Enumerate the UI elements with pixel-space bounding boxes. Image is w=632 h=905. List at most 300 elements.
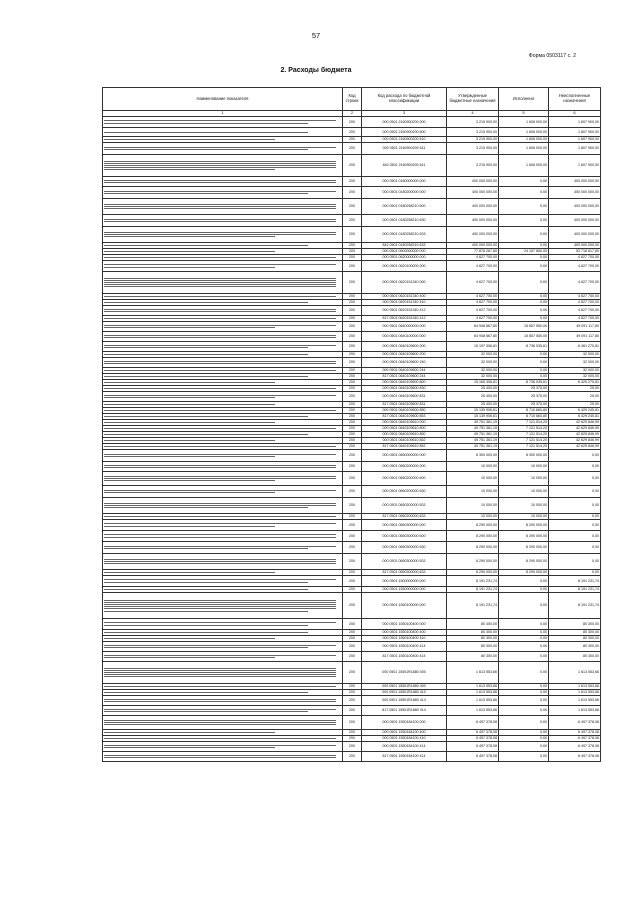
remaining-cell: 400 000 000,00 <box>549 215 601 227</box>
executed-cell: 10 000,00 <box>499 514 549 520</box>
classification-cell: 000 0501 1550184100 414 <box>362 742 447 752</box>
remaining-cell: 6 461 270,81 <box>549 342 601 352</box>
approved-cell: 15 139 906,61 <box>447 414 499 420</box>
executed-cell: 8 290 000,00 <box>499 554 549 570</box>
row-code-cell: 200 <box>343 716 362 730</box>
classification-cell: 000 0501 1550184100 400 <box>362 730 447 736</box>
text-line-placeholder <box>104 572 275 573</box>
text-line-placeholder <box>104 670 336 671</box>
table-row <box>103 652 601 662</box>
remaining-cell: 8 191 231,74 <box>549 587 601 593</box>
classification-cell: 000 0501 0640109600 850 <box>362 408 447 414</box>
classification-cell: 000 0501 0650300000 000 <box>362 520 447 531</box>
text-line-placeholder <box>104 668 336 669</box>
text-line-placeholder <box>104 546 336 547</box>
row-code-cell: 200 <box>343 438 362 444</box>
classification-cell: 000 0501 1500000000 000 <box>362 576 447 587</box>
approved-cell: 10 000,00 <box>447 486 499 498</box>
classification-cell: 000 0501 0650300000 633 <box>362 554 447 570</box>
remaining-cell: 80 300,00 <box>549 636 601 642</box>
text-line-placeholder <box>104 296 336 297</box>
row-name-cell <box>103 261 343 272</box>
column-number: 1 <box>103 111 343 117</box>
remaining-cell: 400 000 000,00 <box>549 199 601 215</box>
approved-cell: 4 627 700,00 <box>447 306 499 316</box>
executed-cell: 25 375,00 <box>499 392 549 402</box>
row-name-cell <box>103 576 343 587</box>
table-row <box>103 662 601 684</box>
text-line-placeholder <box>104 440 275 441</box>
table-row <box>103 752 601 762</box>
text-line-placeholder <box>104 204 336 205</box>
approved-cell: 6 497 378,08 <box>447 716 499 730</box>
classification-cell: 000 0501 0640109610 850 <box>362 432 447 438</box>
remaining-cell: 80 300,00 <box>549 619 601 630</box>
classification-cell: 000 0501 0620151340 412 <box>362 306 447 316</box>
approved-cell: 6 497 378,08 <box>447 752 499 762</box>
column-number: 2 <box>343 111 362 117</box>
text-line-placeholder <box>104 732 275 733</box>
approved-cell: 49 751 361,19 <box>447 420 499 426</box>
remaining-cell: 1 607 900,00 <box>549 137 601 143</box>
row-name-cell <box>103 187 343 199</box>
classification-cell: 000 0501 1550184100 410 <box>362 736 447 742</box>
classification-cell: 000 0501 0640109610 000 <box>362 420 447 426</box>
text-line-placeholder <box>104 537 336 538</box>
classification-cell: 000 0501 15501R1880 410 <box>362 690 447 696</box>
text-line-placeholder <box>104 278 336 279</box>
form-code: Форма 0503117 с. 2 <box>528 53 576 59</box>
classification-cell: 000 0501 1550100000 000 <box>362 593 447 619</box>
row-name-cell <box>103 342 343 352</box>
row-code-cell: 200 <box>343 249 362 255</box>
classification-cell: 000 0501 0640109600 831 <box>362 392 447 402</box>
executed-cell: 0,00 <box>499 199 549 215</box>
row-code-cell: 200 <box>343 652 362 662</box>
classification-cell: 817 0501 0650200000 633 <box>362 514 447 520</box>
row-code-cell: 200 <box>343 137 362 143</box>
classification-cell: 000 0501 0180200000 000 <box>362 187 447 199</box>
remaining-cell: 1 607 900,00 <box>549 143 601 155</box>
remaining-cell: 0,00 <box>549 514 601 520</box>
approved-cell: 8 191 231,74 <box>447 593 499 619</box>
text-line-placeholder <box>104 534 336 535</box>
remaining-cell: 8 191 231,74 <box>549 593 601 619</box>
column-header-row-code: Код строки <box>343 88 362 111</box>
text-line-placeholder <box>104 167 336 168</box>
table-row <box>103 143 601 155</box>
page-number: 57 <box>311 31 321 40</box>
row-name-cell <box>103 272 343 294</box>
approved-cell: 32 000,00 <box>447 368 499 374</box>
row-code-cell: 200 <box>343 462 362 472</box>
approved-cell: 10 000,00 <box>447 514 499 520</box>
row-code-cell: 200 <box>343 420 362 426</box>
text-line-placeholder <box>104 647 308 648</box>
approved-cell: 10 000,00 <box>447 472 499 486</box>
executed-cell: 0,00 <box>499 684 549 690</box>
text-line-placeholder <box>104 236 275 237</box>
executed-cell: 0,00 <box>499 662 549 684</box>
row-code-cell: 200 <box>343 432 362 438</box>
row-name-cell <box>103 531 343 542</box>
text-line-placeholder <box>104 548 308 549</box>
executed-cell: 7 121 514,20 <box>499 432 549 438</box>
text-line-placeholder <box>104 382 275 383</box>
row-name-cell <box>103 322 343 332</box>
text-line-placeholder <box>104 206 336 207</box>
remaining-cell: 0,00 <box>549 498 601 514</box>
row-code-cell: 200 <box>343 408 362 414</box>
row-code-cell: 200 <box>343 187 362 199</box>
approved-cell: 4 627 700,00 <box>447 272 499 294</box>
text-line-placeholder <box>104 180 336 181</box>
table-row <box>103 261 601 272</box>
approved-cell: 15 139 906,61 <box>447 408 499 414</box>
table-row <box>103 392 601 402</box>
text-line-placeholder <box>104 600 336 601</box>
classification-cell: 817 0501 0640109600 853 <box>362 414 447 420</box>
classification-cell: 000 0501 1550100400 414 <box>362 642 447 652</box>
text-line-placeholder <box>104 286 336 287</box>
text-line-placeholder <box>104 507 308 508</box>
text-line-placeholder <box>104 465 336 466</box>
text-line-placeholder <box>104 604 336 605</box>
remaining-cell: 1 613 553,66 <box>549 684 601 690</box>
text-line-placeholder <box>104 234 336 235</box>
row-name-cell <box>103 215 343 227</box>
classification-cell: 000 0501 2160900200 600 <box>362 128 447 137</box>
executed-cell: 0,00 <box>499 227 549 243</box>
executed-cell: 0,00 <box>499 255 549 261</box>
row-code-cell: 200 <box>343 531 362 542</box>
table-row <box>103 531 601 542</box>
table-row <box>103 696 601 706</box>
approved-cell: 80 300,00 <box>447 636 499 642</box>
approved-cell: 8 300 000,00 <box>447 450 499 462</box>
text-line-placeholder <box>104 492 275 493</box>
row-code-cell: 200 <box>343 730 362 736</box>
row-code-cell: 200 <box>343 636 362 642</box>
remaining-cell: 49 091 117,80 <box>549 332 601 342</box>
table-row <box>103 227 601 243</box>
row-code-cell: 200 <box>343 630 362 636</box>
remaining-cell: 8 191 231,74 <box>549 576 601 587</box>
executed-cell: 0,00 <box>499 272 549 294</box>
text-line-placeholder <box>104 397 275 398</box>
executed-cell: 0,00 <box>499 696 549 706</box>
classification-cell: 000 0501 0640109600 800 <box>362 380 447 386</box>
remaining-cell: 1 613 553,66 <box>549 706 601 716</box>
row-name-cell <box>103 462 343 472</box>
approved-cell: 49 751 361,19 <box>447 426 499 432</box>
table-row <box>103 472 601 486</box>
text-line-placeholder <box>104 169 275 170</box>
text-line-placeholder <box>104 232 336 233</box>
executed-cell: 0,00 <box>499 177 549 187</box>
text-line-placeholder <box>104 149 308 150</box>
text-line-placeholder <box>104 434 308 435</box>
text-line-placeholder <box>104 561 336 562</box>
text-line-placeholder <box>104 632 308 633</box>
classification-cell: 000 0501 1550184100 000 <box>362 716 447 730</box>
row-code-cell: 200 <box>343 215 362 227</box>
remaining-cell: 1 613 553,66 <box>549 696 601 706</box>
classification-cell: 000 0501 0650200000 633 <box>362 498 447 514</box>
row-code-cell: 200 <box>343 736 362 742</box>
text-line-placeholder <box>104 622 336 623</box>
remaining-cell: 1 613 553,66 <box>549 690 601 696</box>
text-line-placeholder <box>104 674 336 675</box>
approved-cell: 32 000,00 <box>447 352 499 358</box>
approved-cell: 1 613 553,66 <box>447 706 499 716</box>
executed-cell: 8 710 660,80 <box>499 408 549 414</box>
text-line-placeholder <box>104 363 336 364</box>
text-line-placeholder <box>104 516 336 517</box>
row-name-cell <box>103 155 343 177</box>
executed-cell: 0,00 <box>499 187 549 199</box>
remaining-cell: 1 607 900,00 <box>549 117 601 128</box>
remaining-cell: 25,00 <box>549 386 601 392</box>
remaining-cell: 4 627 700,00 <box>549 272 601 294</box>
executed-cell: 0,00 <box>499 736 549 742</box>
row-code-cell: 200 <box>343 380 362 386</box>
executed-cell: 0,00 <box>499 261 549 272</box>
classification-cell: 000 0501 0640109600 830 <box>362 386 447 392</box>
executed-cell: 0,00 <box>499 215 549 227</box>
executed-cell: 0,00 <box>499 752 549 762</box>
text-line-placeholder <box>104 638 275 639</box>
remaining-cell: 6 429 270,81 <box>549 380 601 386</box>
remaining-cell: 6 429 245,81 <box>549 408 601 414</box>
classification-cell: 817 0501 0640109600 831 <box>362 402 447 408</box>
column-number: 6 <box>549 111 601 117</box>
approved-cell: 32 000,00 <box>447 374 499 380</box>
approved-cell: 80 300,00 <box>447 630 499 636</box>
row-name-cell <box>103 358 343 368</box>
row-code-cell: 200 <box>343 414 362 420</box>
table-body <box>103 117 601 762</box>
row-code-cell: 200 <box>343 690 362 696</box>
approved-cell: 400 000 000,00 <box>447 215 499 227</box>
text-line-placeholder <box>104 589 308 590</box>
approved-cell: 4 627 700,00 <box>447 261 499 272</box>
approved-cell: 3 215 900,00 <box>447 137 499 143</box>
text-line-placeholder <box>104 503 336 504</box>
text-line-placeholder <box>104 337 336 338</box>
text-line-placeholder <box>104 672 336 673</box>
remaining-cell: 400 000 000,00 <box>549 177 601 187</box>
row-name-cell <box>103 486 343 498</box>
executed-cell: 0,00 <box>499 368 549 374</box>
text-line-placeholder <box>104 208 336 209</box>
approved-cell: 3 215 900,00 <box>447 117 499 128</box>
remaining-cell: 6 497 378,08 <box>549 716 601 730</box>
executed-cell: 8 736 035,61 <box>499 342 549 352</box>
text-line-placeholder <box>104 738 336 739</box>
remaining-cell: 42 629 846,99 <box>549 438 601 444</box>
row-code-cell: 200 <box>343 177 362 187</box>
row-name-cell <box>103 117 343 128</box>
approved-cell: 1 613 553,66 <box>447 662 499 684</box>
executed-cell: 1 608 000,00 <box>499 128 549 137</box>
table-row <box>103 576 601 587</box>
table-row <box>103 332 601 342</box>
text-line-placeholder <box>104 722 336 723</box>
text-line-placeholder <box>104 747 275 748</box>
row-code-cell: 200 <box>343 426 362 432</box>
text-line-placeholder <box>104 257 336 258</box>
row-code-cell: 200 <box>343 392 362 402</box>
row-code-cell: 200 <box>343 742 362 752</box>
executed-cell: 7 121 514,20 <box>499 420 549 426</box>
approved-cell: 3 215 900,00 <box>447 128 499 137</box>
approved-cell: 4 627 700,00 <box>447 300 499 306</box>
text-line-placeholder <box>104 657 275 658</box>
classification-cell: 000 0501 0640109600 000 <box>362 342 447 352</box>
remaining-cell: 6 497 378,08 <box>549 742 601 752</box>
remaining-cell: 0,00 <box>549 450 601 462</box>
approved-cell: 8 290 000,00 <box>447 531 499 542</box>
classification-cell: 000 0501 0650200000 000 <box>362 462 447 472</box>
executed-cell: 0,00 <box>499 294 549 300</box>
remaining-cell: 1 607 900,00 <box>549 155 601 177</box>
classification-cell: 000 0501 0620100000 000 <box>362 261 447 272</box>
section-title: 2. Расходы бюджета <box>280 67 352 74</box>
approved-cell: 8 290 000,00 <box>447 520 499 531</box>
executed-cell: 7 121 514,20 <box>499 444 549 450</box>
executed-cell: 0,00 <box>499 619 549 630</box>
classification-cell: 000 0501 0640109610 800 <box>362 426 447 432</box>
text-line-placeholder <box>104 347 308 348</box>
text-line-placeholder <box>104 327 275 328</box>
executed-cell: 1 608 000,00 <box>499 155 549 177</box>
text-line-placeholder <box>104 302 308 303</box>
remaining-cell: 80 300,00 <box>549 652 601 662</box>
row-code-cell: 200 <box>343 450 362 462</box>
row-name-cell <box>103 662 343 684</box>
executed-cell: 25 375,00 <box>499 402 549 408</box>
text-line-placeholder <box>104 711 308 712</box>
table-row <box>103 177 601 187</box>
row-code-cell: 200 <box>343 706 362 716</box>
executed-cell: 8 290 000,00 <box>499 542 549 554</box>
text-line-placeholder <box>104 388 336 389</box>
executed-cell: 0,00 <box>499 243 549 249</box>
text-line-placeholder <box>104 147 336 148</box>
remaining-cell: 4 627 700,00 <box>549 294 601 300</box>
remaining-cell: 42 629 846,99 <box>549 432 601 438</box>
table-row <box>103 554 601 570</box>
text-line-placeholder <box>104 280 336 281</box>
text-line-placeholder <box>104 404 275 405</box>
row-code-cell: 200 <box>343 570 362 576</box>
row-code-cell: 200 <box>343 593 362 619</box>
classification-cell: 000 0501 15501R1880 000 <box>362 662 447 684</box>
classification-cell: 000 0501 0180258210 630 <box>362 215 447 227</box>
text-line-placeholder <box>104 193 308 194</box>
row-code-cell: 200 <box>343 752 362 762</box>
executed-cell: 0,00 <box>499 358 549 368</box>
approved-cell: 64 948 667,80 <box>447 332 499 342</box>
approved-cell: 1 613 553,66 <box>447 690 499 696</box>
classification-cell: 000 0501 0650000000 000 <box>362 450 447 462</box>
approved-cell: 15 165 306,81 <box>447 380 499 386</box>
remaining-cell: 25,00 <box>549 402 601 408</box>
approved-cell: 15 197 306,81 <box>447 342 499 352</box>
remaining-cell: 400 000 000,00 <box>549 227 601 243</box>
executed-cell: 0,00 <box>499 352 549 358</box>
approved-cell: 8 191 231,74 <box>447 576 499 587</box>
row-code-cell: 200 <box>343 255 362 261</box>
text-line-placeholder <box>104 309 336 310</box>
text-line-placeholder <box>104 120 336 121</box>
text-line-placeholder <box>104 376 308 377</box>
executed-cell: 0,00 <box>499 642 549 652</box>
remaining-cell: 32 000,00 <box>549 374 601 380</box>
text-line-placeholder <box>104 582 308 583</box>
classification-cell: 817 0501 15501R1880 414 <box>362 706 447 716</box>
table-row <box>103 306 601 316</box>
classification-cell: 000 0501 15501R1880 400 <box>362 684 447 690</box>
classification-cell: 817 0501 0650300000 633 <box>362 570 447 576</box>
text-line-placeholder <box>104 325 336 326</box>
row-name-cell <box>103 542 343 554</box>
remaining-cell: 42 629 846,99 <box>549 420 601 426</box>
row-name-cell <box>103 199 343 215</box>
column-header-remaining: Неисполненные назначения <box>549 88 601 111</box>
row-code-cell: 200 <box>343 486 362 498</box>
approved-cell: 80 300,00 <box>447 642 499 652</box>
remaining-cell: 400 000 000,00 <box>549 187 601 199</box>
row-code-cell: 200 <box>343 587 362 593</box>
executed-cell: 1 608 000,00 <box>499 117 549 128</box>
row-code-cell: 200 <box>343 642 362 652</box>
text-line-placeholder <box>104 467 336 468</box>
text-line-placeholder <box>104 478 336 479</box>
approved-cell: 8 290 000,00 <box>447 570 499 576</box>
approved-cell: 400 000 000,00 <box>447 177 499 187</box>
text-line-placeholder <box>104 606 336 607</box>
classification-cell: 000 0501 0640109600 200 <box>362 352 447 358</box>
text-line-placeholder <box>104 490 336 491</box>
classification-cell: 817 0501 0620151340 412 <box>362 316 447 322</box>
approved-cell: 400 000 000,00 <box>447 199 499 215</box>
text-line-placeholder <box>104 410 336 411</box>
classification-cell: 842 0501 0180258210 633 <box>362 243 447 249</box>
approved-cell: 3 215 900,00 <box>447 155 499 177</box>
classification-cell: 000 0501 0650200000 600 <box>362 472 447 486</box>
executed-cell: 0,00 <box>499 690 549 696</box>
executed-cell: 0,00 <box>499 593 549 619</box>
executed-cell: 7 121 514,20 <box>499 426 549 432</box>
executed-cell: 1 608 000,00 <box>499 143 549 155</box>
remaining-cell: 4 627 700,00 <box>549 255 601 261</box>
executed-cell: 10 000,00 <box>499 498 549 514</box>
approved-cell: 400 000 000,00 <box>447 187 499 199</box>
executed-cell: 8 290 000,00 <box>499 520 549 531</box>
table-row <box>103 358 601 368</box>
row-code-cell: 200 <box>343 498 362 514</box>
classification-cell: 000 0501 0640109610 852 <box>362 438 447 444</box>
text-line-placeholder <box>104 361 336 362</box>
classification-cell: 000 0501 0650200000 630 <box>362 486 447 498</box>
classification-cell: 817 0501 0640109600 244 <box>362 374 447 380</box>
remaining-cell: 0,00 <box>549 520 601 531</box>
text-line-placeholder <box>104 608 336 609</box>
approved-cell: 1 613 553,66 <box>447 696 499 706</box>
classification-cell: 000 0501 2160900200 610 <box>362 137 447 143</box>
